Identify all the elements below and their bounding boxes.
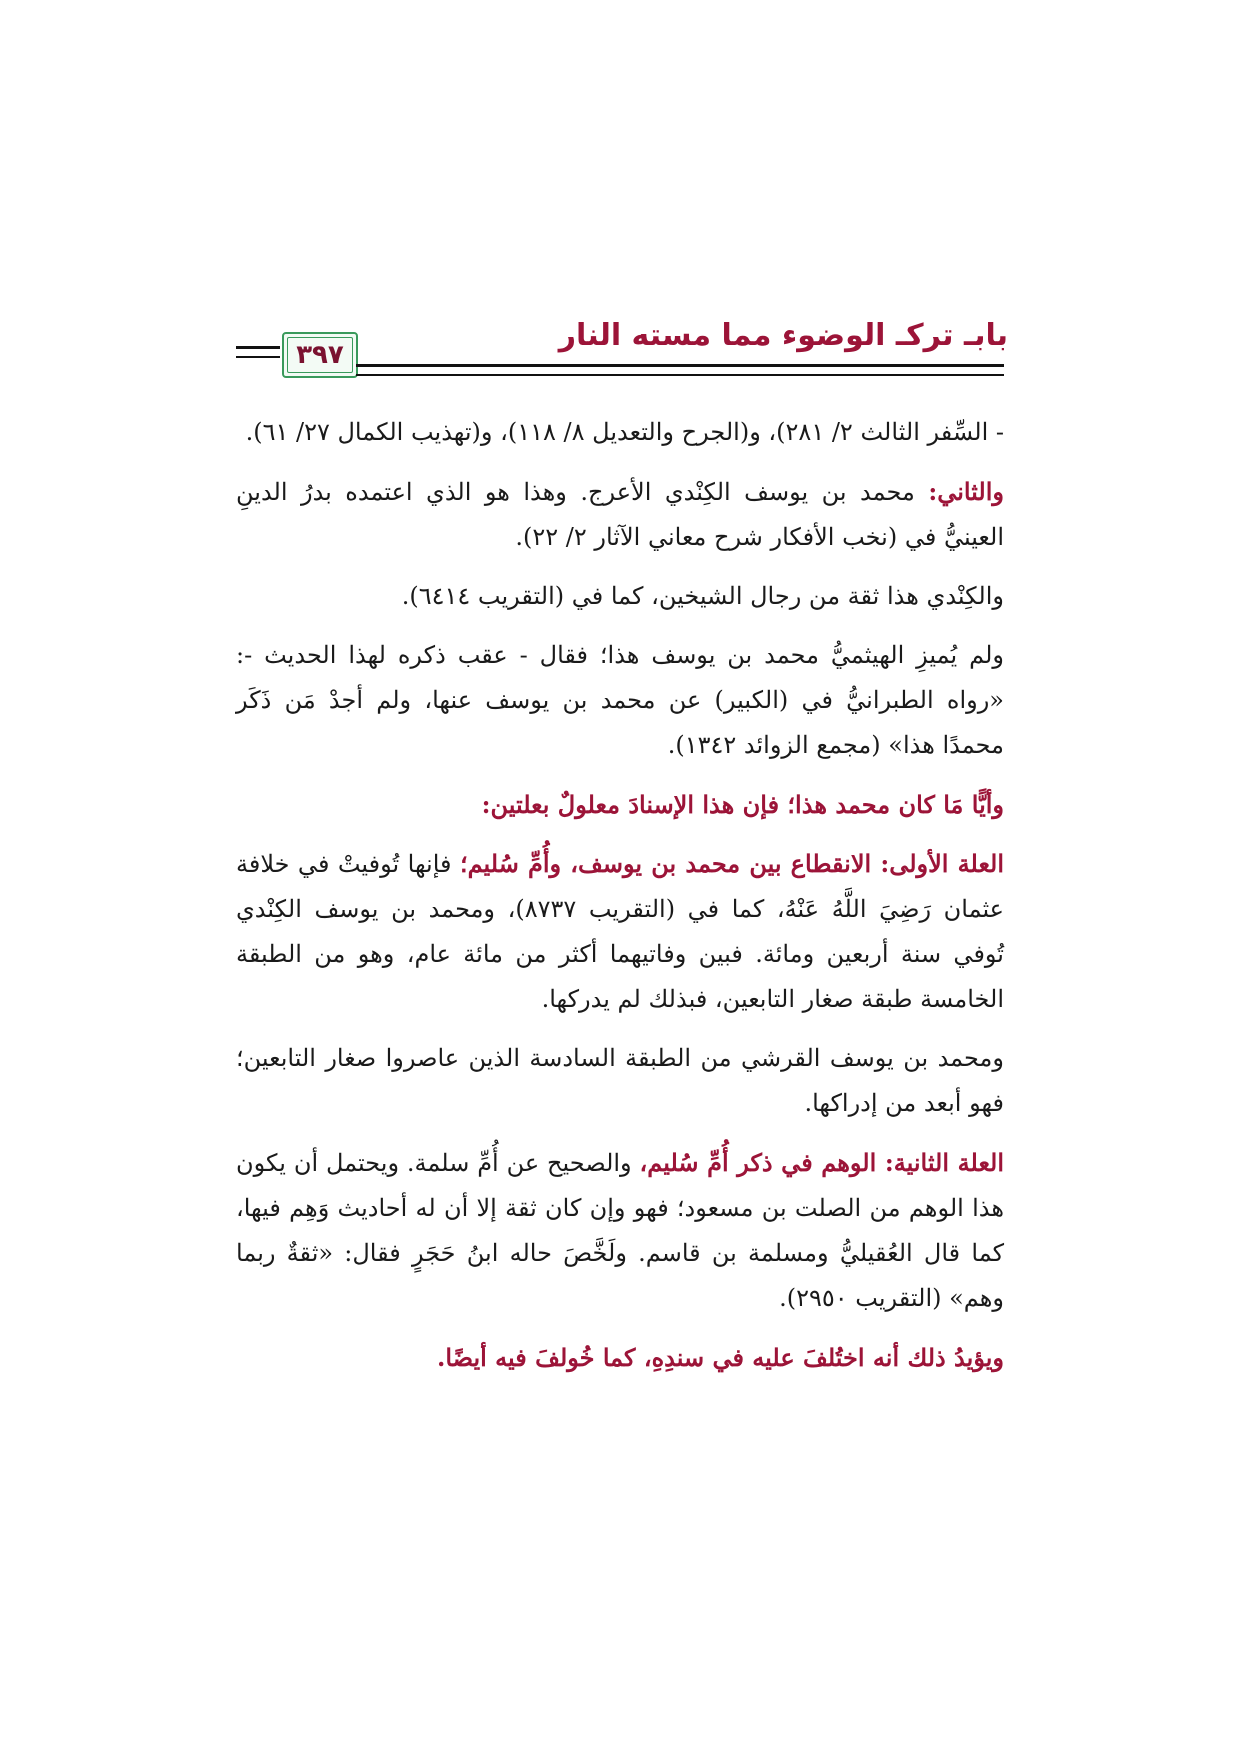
paragraph-highlight: وأيًّا مَا كان محمد هذا؛ فإن هذا الإسنادَ معلولٌ بعلتين: xyxy=(481,790,1004,819)
paragraph-lead: العلة الأولى: الانقطاع بين محمد بن يوسف، وأُمِّ سُليم؛ xyxy=(459,849,1005,878)
paragraph-text: فإنها تُوفيتْ في خلافة عثمان رَضِيَ اللَّهُ عَنْهُ، كما في (التقريب ٨٧٣٧)، ومحمد بن يوسف الكِنْدي تُوفي سنة أربعين ومائة. فبين وفاتيهما أكثر من مائة عام، وهو من الطبقة الخامسة طبقة صغار التابعين، فبذلك لم يدركها. xyxy=(236,850,1005,1013)
page-number-frame xyxy=(282,332,358,378)
page-header xyxy=(0,300,1240,390)
header-rule-left xyxy=(236,346,280,358)
paragraph-text: ولم يُميزِ الهيثميُّ محمد بن يوسف هذا؛ فقال - عقب ذكره لهذا الحديث -: «رواه الطبرانيُّ في (الكبير) عن محمد بن يوسف عنها، ولم أجدْ مَن ذَكَر محمدًا هذا» (مجمع الزوائد ١٣٤٢). xyxy=(236,641,1004,759)
paragraph-second-narrator xyxy=(236,469,1004,560)
paragraph-first-defect xyxy=(236,841,1004,1022)
paragraph-qurashi xyxy=(236,1036,1004,1126)
header-rule-right xyxy=(356,364,1004,376)
paragraph-text: ومحمد بن يوسف القرشي من الطبقة السادسة الذين عاصروا صغار التابعين؛ فهو أبعد من إدراكها. xyxy=(236,1044,1004,1117)
paragraph-two-defects xyxy=(236,782,1004,827)
paragraph-lead: والثاني: xyxy=(928,477,1004,506)
paragraph-text: والكِنْدي هذا ثقة من رجال الشيخين، كما في (التقريب ٦٤١٤). xyxy=(401,582,1004,610)
paragraph-text: - السِّفر الثالث ٢/ ٢٨١)، و(الجرح والتعديل ٨/ ١١٨)، و(تهذيب الكمال ٢٧/ ٦١). xyxy=(245,418,1004,446)
paragraph-text: والصحيح عن أُمِّ سلمة. ويحتمل أن يكون هذا الوهم من الصلت بن مسعود؛ فهو وإن كان ثقة إلا أن له أحاديث وَهِم فيها، كما قال العُقيليُّ ومسلمة بن قاسم. ولَخَّصَ حاله ابنُ حَجَرٍ فقال: «ثقةٌ ربما وهم» (التقريب ٢٩٥٠). xyxy=(236,1149,1004,1312)
paragraph-footnote-continuation xyxy=(236,410,1004,455)
paragraph-text: محمد بن يوسف الكِنْدي الأعرج. وهذا هو الذي اعتمده بدرُ الدينِ العينيُّ في (نخب الأفكار شرح معاني الآثار ٢/ ٢٢). xyxy=(236,478,1004,551)
page-number: ٣٩٧ xyxy=(296,340,344,370)
paragraph-lead: العلة الثانية: الوهم في ذكر أُمِّ سُليم، xyxy=(639,1148,1004,1177)
paragraph-kindi-trustworthy xyxy=(236,574,1004,619)
paragraph-haythami xyxy=(236,633,1004,768)
page-body xyxy=(236,410,1004,1394)
paragraph-supporting-note xyxy=(236,1335,1004,1380)
chapter-title: بابـ تركـ الوضوء مما مسته النار xyxy=(558,318,1008,353)
paragraph-second-defect xyxy=(236,1140,1004,1321)
paragraph-highlight: ويؤيدُ ذلك أنه اختُلفَ عليه في سندِهِ، كما خُولفَ فيه أيضًا. xyxy=(436,1343,1004,1372)
